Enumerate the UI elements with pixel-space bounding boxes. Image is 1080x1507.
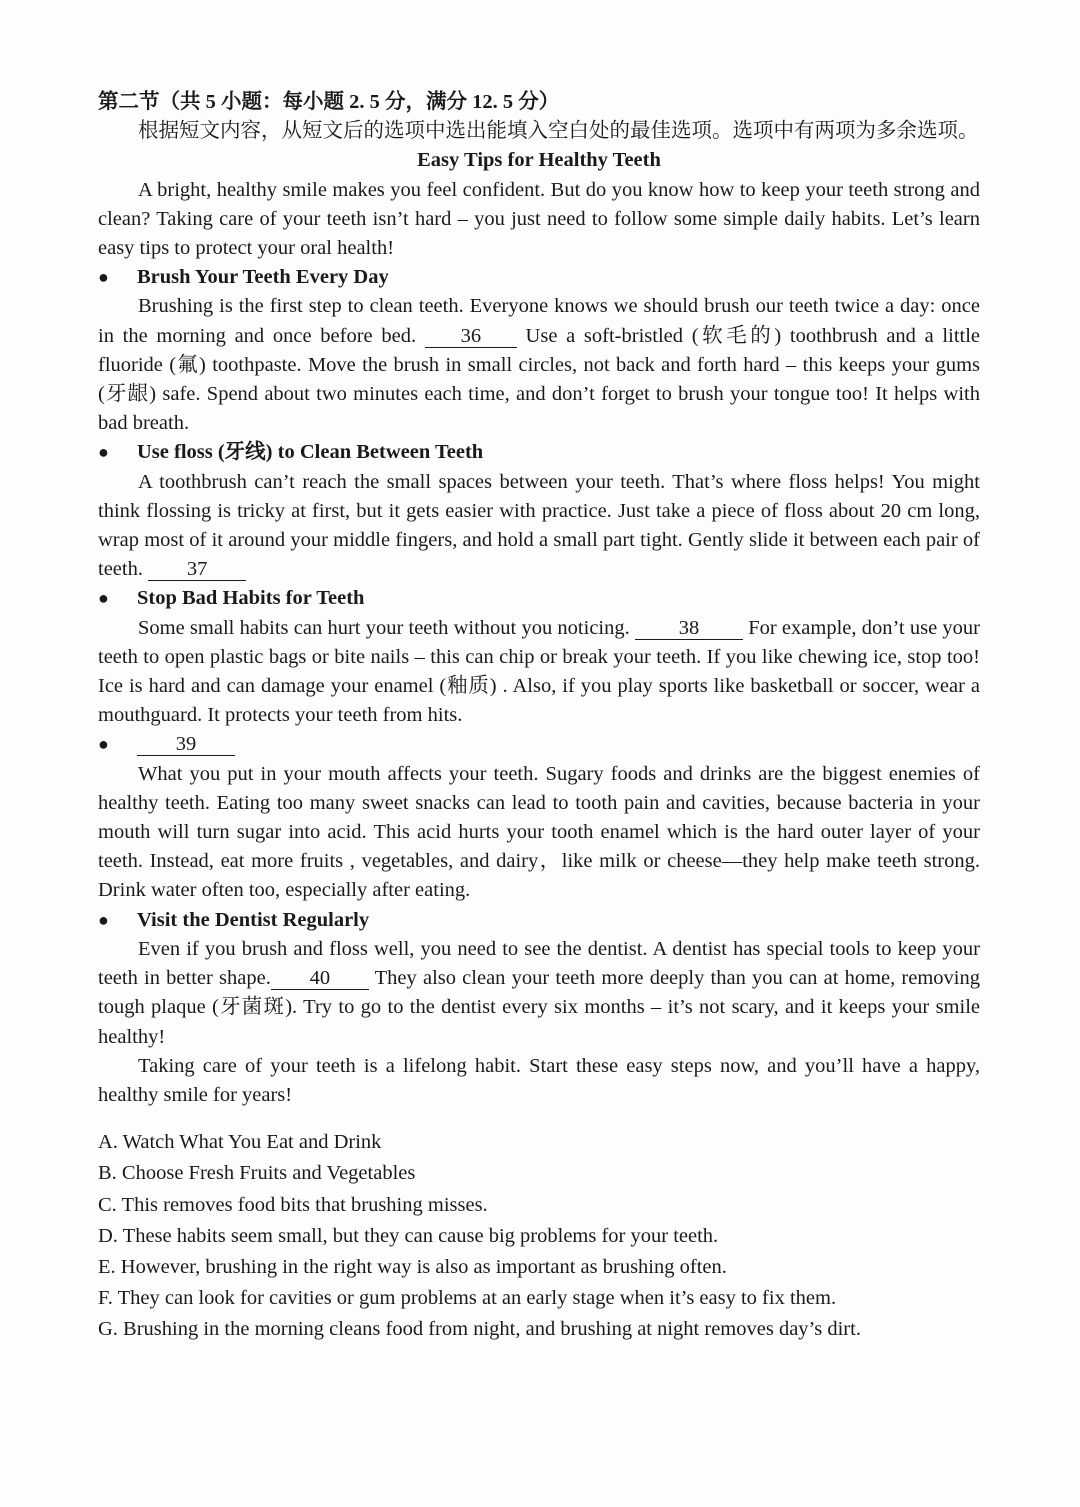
- subheading-floss: [98, 438, 980, 467]
- option-e: E. However, brushing in the right way is also as important as brushing often.: [98, 1255, 727, 1278]
- subheading-dentist: [98, 906, 980, 935]
- subheading-text: Visit the Dentist Regularly: [137, 908, 370, 931]
- paragraph-floss: [98, 468, 980, 585]
- option-g: G. Brushing in the morning cleans food from night, and brushing at night removes day’s dirt.: [98, 1318, 861, 1341]
- paragraph-text: They also clean your teeth more deeply than you can at home, removing tough plaque (牙菌斑). Try to go to the dentist every six months – it’s not scary, and it keeps your smile healthy!: [98, 967, 980, 1048]
- paragraph-text: Some small habits can hurt your teeth without you noticing.: [138, 616, 630, 639]
- bullet-icon: ●: [98, 734, 109, 755]
- passage-title: Easy Tips for Healthy Teeth: [417, 149, 661, 172]
- bullet-icon: ●: [98, 588, 109, 609]
- option-c: C. This removes food bits that brushing misses.: [98, 1193, 488, 1216]
- option-a: A. Watch What You Eat and Drink: [98, 1131, 382, 1154]
- subheading-brush: [98, 263, 980, 292]
- section-heading: 第二节（共 5 小题：每小题 2. 5 分，满分 12. 5 分）: [98, 91, 560, 113]
- paragraph-habits: [98, 614, 980, 731]
- subheading-text: Stop Bad Habits for Teeth: [137, 587, 365, 610]
- exam-page: [98, 88, 980, 1346]
- option-d: D. These habits seem small, but they can cause big problems for your teeth.: [98, 1224, 719, 1247]
- subheading-habits: [98, 584, 980, 613]
- bullet-icon: ●: [98, 267, 109, 288]
- blank-40: 40: [271, 967, 369, 990]
- intro-paragraph: A bright, healthy smile makes you feel confident. But do you know how to keep your teeth strong and clean? Taking care of your teeth isn’t hard – you just need to follow some simple daily habits. Let’s learn easy tips to protect your oral health!: [98, 178, 980, 260]
- subheading-text: Use floss (牙线) to Clean Between Teeth: [137, 441, 484, 464]
- blank-38: 38: [635, 617, 743, 640]
- subheading-blank-39: [98, 730, 980, 759]
- paragraph-dentist: [98, 935, 980, 1052]
- blank-37: 37: [148, 558, 246, 581]
- paragraph-text: Use a soft-bristled (软毛的) toothbrush and a little fluoride (氟) toothpaste. Move the brush in small circles, not back and forth hard – this keeps your gums (牙龈) safe. Spend about two minutes each time, and don’t forget to brush your tongue too! It helps with bad breath.: [98, 324, 981, 435]
- paragraph-brush: [98, 292, 980, 438]
- option-b: B. Choose Fresh Fruits and Vegetables: [98, 1162, 416, 1185]
- paragraph-text: A toothbrush can’t reach the small spaces between your teeth. That’s where floss helps! You might think flossing is tricky at first, but it gets easier with practice. Just take a piece of floss about 20 cm long, wrap most of it around your middle fingers, and hold a small part tight. Gently slide it between each pair of teeth.: [98, 470, 980, 581]
- option-f: F. They can look for cavities or gum problems at an early stage when it’s easy to fix them.: [98, 1287, 837, 1310]
- subheading-text: Brush Your Teeth Every Day: [137, 266, 389, 289]
- blank-39: 39: [137, 733, 235, 756]
- paragraph-food: What you put in your mouth affects your teeth. Sugary foods and drinks are the biggest enemies of healthy teeth. Eating too many sweet snacks can lead to tooth pain and cavities, because bacteria in your mouth will turn sugar into acid. This acid hurts your tooth enamel which is the hard outer layer of your teeth. Instead, eat more fruits , vegetables, and dairy，like milk or cheese—they help make teeth strong. Drink water often too, especially after eating.: [98, 762, 980, 902]
- bullet-icon: ●: [98, 909, 109, 930]
- paragraph-text: For example, don’t use your teeth to open plastic bags or bite nails – this can chip or break your teeth. If you like chewing ice, stop too! Ice is hard and can damage your enamel (釉质) . Also, if you play sports like basketball or soccer, wear a mouthguard. It protects your teeth from hits.: [98, 616, 980, 727]
- blank-36: 36: [425, 325, 517, 348]
- paragraph-text: Brushing is the first step to clean teeth. Everyone knows we should brush our teeth twice a day: once in the morning and once before bed.: [98, 295, 980, 347]
- bullet-icon: ●: [98, 442, 109, 463]
- paragraph-text: Even if you brush and floss well, you need to see the dentist. A dentist has special tools to keep your teeth in better shape.: [98, 937, 980, 990]
- conclusion-paragraph: Taking care of your teeth is a lifelong habit. Start these easy steps now, and you’ll have a happy, healthy smile for years!: [98, 1054, 980, 1106]
- section-instruction: 根据短文内容，从短文后的选项中选出能填入空白处的最佳选项。选项中有两项为多余选项。: [138, 120, 979, 143]
- answer-options: [98, 1127, 980, 1345]
